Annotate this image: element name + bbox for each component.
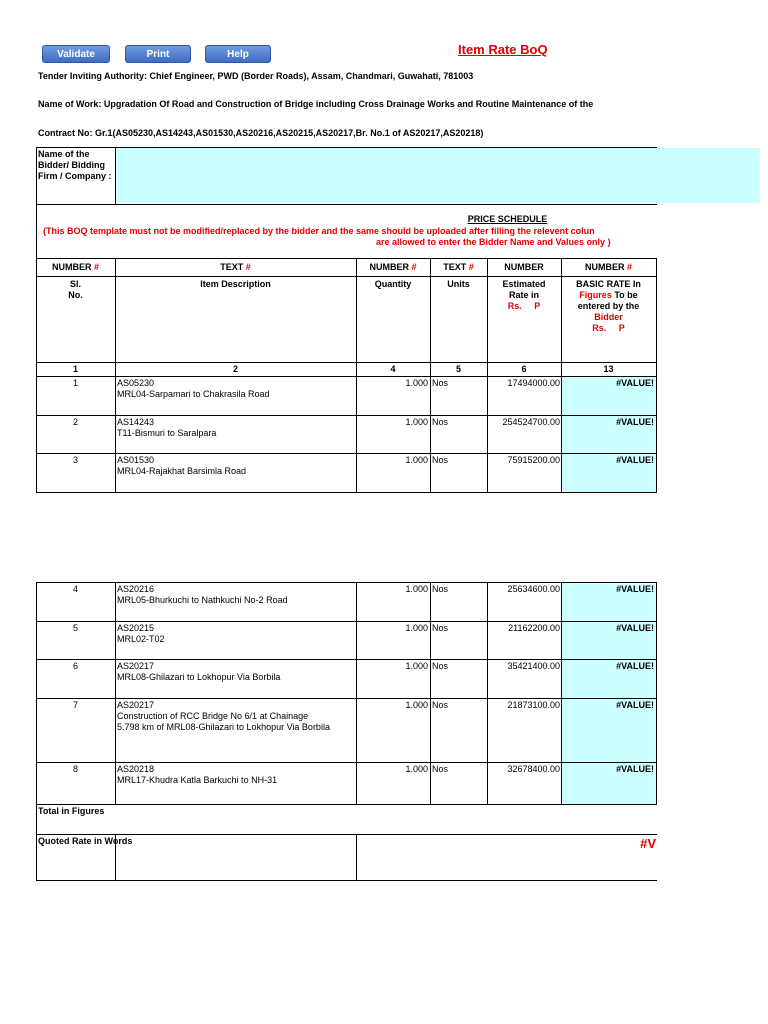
row-slno: 6 <box>72 661 78 671</box>
header-units: Units <box>447 279 470 289</box>
grid-line <box>656 582 657 805</box>
row-item-description: MRL04-Sarpamari to Chakrasila Road <box>117 389 270 399</box>
grid-line <box>36 258 657 259</box>
boq-note-line1: (This BOQ template must not be modified/replaced by the bidder and the same should be uploaded after filling the relevent colun <box>43 226 595 236</box>
name-of-work: Name of Work: Upgradation Of Road and Construction of Bridge including Cross Drainage Works and Routine Maintenance of the <box>38 99 594 109</box>
row-item-code: AS14243 <box>117 417 155 427</box>
row-estimated-rate: 25634600.00 <box>507 584 560 594</box>
name-of-work-clip <box>38 99 658 113</box>
row-basic-rate[interactable]: #VALUE! <box>616 417 654 427</box>
row-basic-rate[interactable]: #VALUE! <box>616 455 654 465</box>
row-units: Nos <box>432 661 449 671</box>
grid-line <box>656 258 657 493</box>
grid-line <box>36 147 37 493</box>
header-slno: Sl. No. <box>68 279 83 300</box>
grid-line <box>36 880 657 881</box>
grid-line <box>36 147 657 148</box>
colnum-2: 2 <box>232 364 238 374</box>
colnum-1: 1 <box>72 364 78 374</box>
row-item-code: AS20215 <box>117 623 155 633</box>
row-estimated-rate: 17494000.00 <box>507 378 560 388</box>
header-quantity: Quantity <box>374 279 412 289</box>
quoted-rate-label: Quoted Rate in Words <box>38 836 133 846</box>
grid-line <box>356 834 357 881</box>
price-schedule-heading: PRICE SCHEDULE <box>467 214 548 224</box>
row-slno: 4 <box>72 584 78 594</box>
type-col2: TEXT # <box>220 262 251 272</box>
boq-note-line2: are allowed to enter the Bidder Name and Values only ) <box>376 237 611 247</box>
grid-line <box>36 762 657 763</box>
row-item-description: MRL04-Rajakhat Barsimla Road <box>117 466 247 476</box>
row-slno: 2 <box>72 417 78 427</box>
grid-line <box>36 698 657 699</box>
row-estimated-rate: 21873100.00 <box>507 700 560 710</box>
grid-line <box>36 582 657 583</box>
row-estimated-rate: 21162200.00 <box>508 623 560 633</box>
row-quantity: 1.000 <box>405 378 428 388</box>
grid-line <box>115 147 116 205</box>
row-basic-rate[interactable]: #VALUE! <box>616 764 654 774</box>
row-basic-rate[interactable]: #VALUE! <box>616 378 654 388</box>
quoted-rate-value: #V <box>640 836 656 851</box>
grid-line <box>36 834 657 835</box>
grid-line <box>36 276 657 277</box>
grid-line <box>430 582 431 805</box>
colnum-4: 4 <box>390 364 396 374</box>
row-slno: 8 <box>72 764 78 774</box>
colnum-13: 13 <box>603 364 614 374</box>
row-basic-rate[interactable]: #VALUE! <box>616 623 654 633</box>
row-quantity: 1.000 <box>405 700 428 710</box>
note-clip <box>38 225 658 251</box>
row-quantity: 1.000 <box>405 584 428 594</box>
row-estimated-rate: 35421400.00 <box>507 661 560 671</box>
page-title: Item Rate BoQ <box>458 42 548 57</box>
row-units: Nos <box>432 455 449 465</box>
row-slno: 7 <box>72 700 78 710</box>
row-basic-rate[interactable]: #VALUE! <box>616 700 654 710</box>
colnum-6: 6 <box>521 364 527 374</box>
row-item-code: AS20217 <box>117 700 155 710</box>
bidder-label: Name of the Bidder/ Bidding Firm / Company : <box>38 149 112 181</box>
row-quantity: 1.000 <box>405 417 428 427</box>
row-item-description: MRL08-Ghilazari to Lokhopur Via Borbila <box>117 672 281 682</box>
colnum-5: 5 <box>455 364 461 374</box>
tender-authority: Tender Inviting Authority: Chief Engineer, PWD (Border Roads), Assam, Chandmari, Guwahati, 781003 <box>38 71 474 81</box>
contract-no: Contract No: Gr.1(AS05230,AS14243,AS01530,AS20216,AS20215,AS20217,Br. No.1 of AS20217,AS20218) <box>38 128 484 138</box>
grid-line <box>36 659 657 660</box>
grid-line <box>36 492 657 493</box>
row-item-code: AS20216 <box>117 584 155 594</box>
type-col5: NUMBER <box>504 262 544 272</box>
row-units: Nos <box>432 378 449 388</box>
row-item-description: MRL02-T02 <box>117 634 165 644</box>
row-quantity: 1.000 <box>405 764 428 774</box>
row-units: Nos <box>432 764 449 774</box>
row-item-code: AS01530 <box>117 455 155 465</box>
row-slno: 1 <box>72 378 78 388</box>
print-button[interactable]: Print <box>125 45 191 63</box>
header-basic-rate: BASIC RATE In Figures To be entered by the Bidder Rs. P <box>576 279 641 333</box>
help-button[interactable]: Help <box>205 45 271 63</box>
row-quantity: 1.000 <box>405 455 428 465</box>
row-item-code: AS05230 <box>117 378 155 388</box>
row-item-description: MRL05-Bhurkuchi to Nathkuchi No-2 Road <box>117 595 288 605</box>
row-units: Nos <box>432 417 449 427</box>
row-estimated-rate: 32678400.00 <box>507 764 560 774</box>
row-basic-rate[interactable]: #VALUE! <box>616 584 654 594</box>
row-estimated-rate: 75915200.00 <box>507 455 560 465</box>
grid-line <box>115 258 116 493</box>
type-col6: NUMBER # <box>584 262 633 272</box>
row-estimated-rate: 254524700.00 <box>502 417 560 427</box>
total-in-figures-label: Total in Figures <box>38 806 105 816</box>
type-col4: TEXT # <box>443 262 474 272</box>
grid-line <box>36 621 657 622</box>
grid-line <box>36 804 657 805</box>
row-basic-rate[interactable]: #VALUE! <box>616 661 654 671</box>
header-item-description: Item Description <box>200 279 271 289</box>
row-item-description-cont: 5.798 km of MRL08-Ghilazari to Lokhopur Via Borbila <box>117 722 330 732</box>
row-item-code: AS20217 <box>117 661 155 671</box>
row-item-description: Construction of RCC Bridge No 6/1 at Chainage <box>117 711 309 721</box>
grid-line <box>430 258 431 493</box>
row-units: Nos <box>432 623 449 633</box>
grid-line <box>36 376 657 377</box>
row-units: Nos <box>432 700 449 710</box>
row-item-code: AS20218 <box>117 764 155 774</box>
grid-line <box>36 453 657 454</box>
row-item-description: MRL17-Khudra Katla Barkuchi to NH-31 <box>117 775 278 785</box>
row-quantity: 1.000 <box>405 623 428 633</box>
header-estimated-rate: Estimated Rate in Rs. P <box>502 279 546 311</box>
grid-line <box>115 582 116 805</box>
grid-line <box>36 415 657 416</box>
row-quantity: 1.000 <box>405 661 428 671</box>
grid-line <box>36 204 657 205</box>
bidder-name-input[interactable] <box>115 148 760 203</box>
row-slno: 5 <box>72 623 78 633</box>
type-col3: NUMBER # <box>369 262 417 272</box>
rate-input-block-1[interactable] <box>561 376 656 492</box>
row-units: Nos <box>432 584 449 594</box>
validate-button[interactable]: Validate <box>42 45 110 63</box>
row-item-description: T11-Bismuri to Saralpara <box>117 428 217 438</box>
type-col1: NUMBER # <box>51 262 100 272</box>
row-slno: 3 <box>72 455 78 465</box>
grid-line <box>36 362 657 363</box>
